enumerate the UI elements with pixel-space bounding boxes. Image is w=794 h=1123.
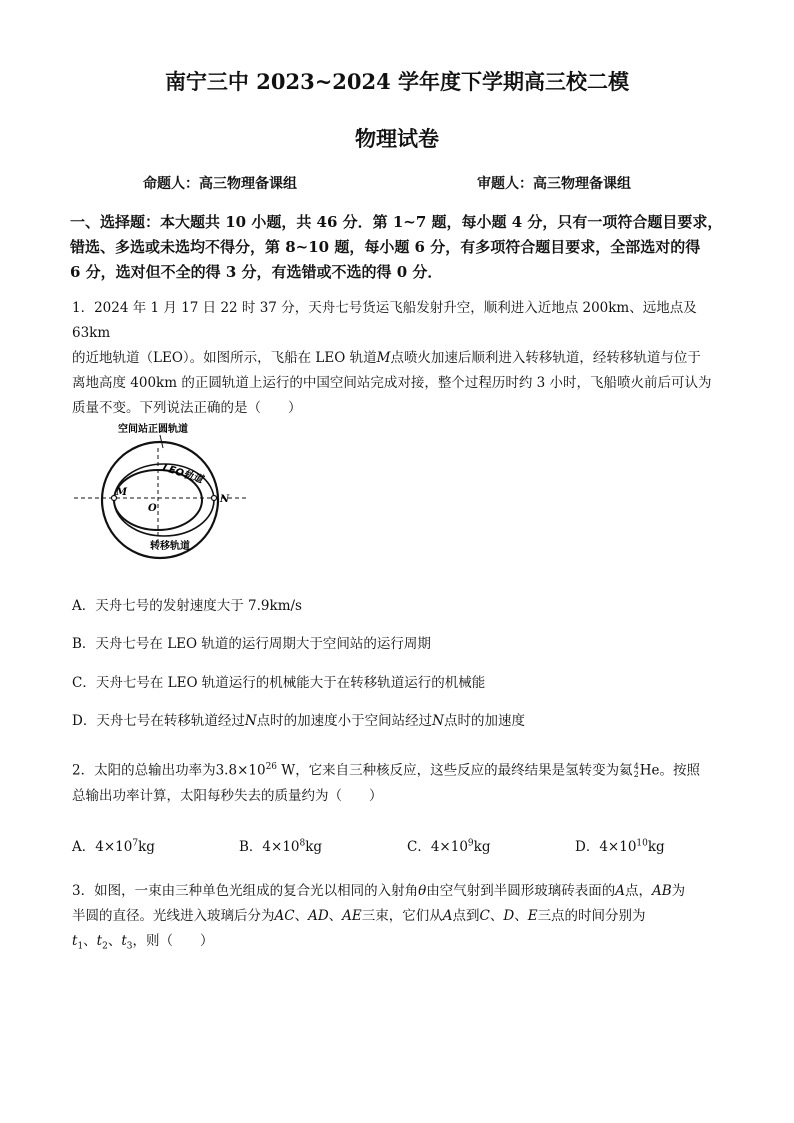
power-exponent: 26	[265, 762, 278, 772]
point-n-dot	[212, 496, 217, 501]
question-2-stem	[72, 755, 724, 809]
q1-option-a: A．天舟七号的发射速度大于 7.9km/s	[72, 598, 302, 614]
option-text: A．4×10	[72, 839, 133, 855]
q1-line: 1．2024 年 1 月 17 日 22 时 37 分，天舟七号货运飞船发射升空，顺利进入近地点 200km、远地点及 63km	[72, 300, 697, 341]
time-t2: t	[96, 933, 103, 949]
q3-text: 3．如图，一束由三种单色光组成的复合光以相同的入射角	[72, 883, 419, 899]
subject-title: 物理试卷	[355, 126, 439, 151]
subscript: 3	[126, 941, 133, 952]
option-unit: kg	[305, 839, 323, 855]
helium-symbol: He	[639, 762, 660, 779]
segment-ab: AB	[651, 883, 672, 899]
subscript: 2	[102, 941, 108, 952]
q2-option-c	[407, 835, 490, 855]
q1-text: 点喷火加速后顺利进入转移轨道，经转移轨道与位于	[390, 350, 701, 366]
question-3-stem	[72, 879, 724, 960]
point-a: A	[615, 883, 625, 899]
q3-text: 点，	[624, 883, 652, 899]
leo-orbit-label: LEO轨道	[161, 462, 205, 486]
power-value: 3.8×10	[215, 762, 266, 779]
q3-text: 、	[83, 933, 97, 949]
q3-line	[72, 929, 724, 960]
q3-line	[72, 879, 724, 904]
section-instructions	[70, 210, 730, 285]
option-exponent: 10	[636, 838, 648, 849]
subscript: 1	[77, 941, 84, 952]
orbit-diagram	[70, 418, 250, 570]
q1-line	[72, 346, 724, 371]
q3-text: 三束，它们从	[361, 908, 443, 924]
q1-line: 离地高度 400km 的正圆轨道上运行的中国空间站完成对接，整个过程历时约 3 小时，飞船喷火前后可认为	[72, 375, 712, 391]
q3-text: 三点的时间分别为	[537, 908, 646, 924]
question-reviewer: 审题人：高三物理备课组	[477, 176, 631, 192]
label-m: M	[116, 487, 128, 498]
section-line: 一、选择题：本大题共 10 小题，共 46 分．第 1~7 题，每小题 4 分，只有一项符合题目要求，	[70, 213, 723, 231]
q1-option-c: C．天舟七号在 LEO 轨道运行的机械能大于在转移轨道运行的机械能	[72, 675, 486, 691]
q1-option-d	[72, 709, 525, 729]
q2-option-b	[239, 835, 322, 855]
q3-text: 、	[514, 908, 528, 924]
q2-option-a	[72, 835, 155, 855]
ray-ac: AC	[274, 908, 295, 924]
option-unit: kg	[138, 839, 155, 855]
q2-text: 2．太阳的总输出功率为	[72, 762, 216, 779]
point-a: A	[442, 908, 453, 924]
q3-text: 、	[107, 933, 122, 949]
point-m: M	[376, 350, 391, 366]
mass-number: 4	[633, 762, 639, 771]
station-orbit-label: 空间站正圆轨道	[118, 424, 188, 435]
option-text: C．4×10	[407, 839, 468, 855]
point-c: C	[479, 908, 490, 924]
question-setter: 命题人：高三物理备课组	[143, 176, 297, 192]
option-exponent: 7	[132, 838, 139, 849]
q3-text: 、	[328, 908, 343, 924]
option-text: D．4×10	[575, 839, 637, 855]
q3-text: 为	[671, 883, 686, 899]
q1-line: 质量不变。下列说法正确的是（ ）	[72, 400, 302, 416]
time-t3: t	[121, 933, 127, 949]
q1-text: 点时的加速度	[443, 713, 525, 729]
section-line: 错选、多选或未选均不得分，第 8~10 题，每小题 6 分，有多项符合题目要求，全部选对的得	[70, 238, 701, 256]
exam-title: 南宁三中 2023~2024 学年度下学期高三校二模	[164, 69, 630, 94]
ray-ae: AE	[342, 908, 362, 924]
option-exponent: 8	[299, 838, 306, 849]
point-e: E	[527, 908, 538, 924]
q2-line	[72, 755, 724, 784]
point-n: N	[432, 713, 444, 729]
q2-text: 。按照	[659, 762, 701, 779]
atomic-number: 2	[633, 770, 639, 779]
time-t1: t	[72, 933, 78, 949]
q3-text: 、	[294, 908, 309, 924]
q2-line: 总输出功率计算，太阳每秒失去的质量约为（ ）	[72, 787, 383, 804]
transfer-orbit-label: 转移轨道	[150, 541, 190, 552]
q3-text: 由空气射到半圆形玻璃砖表面的	[426, 883, 616, 899]
q2-text: ，它来自三种核反应，这些反应的最终结果是氢转变为氦	[295, 762, 633, 779]
q2-option-d	[575, 835, 665, 855]
power-unit: W	[277, 762, 296, 779]
q3-text: 半圆的直径。光线进入玻璃后分为	[72, 908, 275, 924]
q3-text: 点到	[452, 908, 480, 924]
option-unit: kg	[473, 839, 491, 855]
question-1-stem	[72, 296, 724, 421]
point-n: N	[244, 713, 257, 729]
helium-isotope	[634, 763, 639, 779]
q3-line	[72, 904, 724, 929]
label-n: N	[220, 494, 230, 505]
q1-text: 点时的加速度小于空间站经过	[256, 713, 433, 729]
label-o: O	[148, 503, 157, 514]
section-line: 6 分，选对但不全的得 3 分，有选错或不选的得 0 分．	[70, 263, 443, 281]
angle-theta: θ	[418, 883, 427, 899]
ray-ad: AD	[308, 908, 329, 924]
option-text: B．4×10	[239, 839, 300, 855]
option-exponent: 9	[467, 838, 474, 849]
point-d: D	[503, 908, 515, 924]
q3-text: 、	[489, 908, 504, 924]
q1-option-b: B．天舟七号在 LEO 轨道的运行周期大于空间站的运行周期	[72, 636, 431, 652]
q1-text: D．天舟七号在转移轨道经过	[72, 713, 245, 729]
q3-text: ，则（ ）	[132, 933, 214, 949]
q1-text: 的近地轨道（LEO）。如图所示，飞船在 LEO 轨道	[72, 350, 377, 366]
option-unit: kg	[647, 839, 665, 855]
